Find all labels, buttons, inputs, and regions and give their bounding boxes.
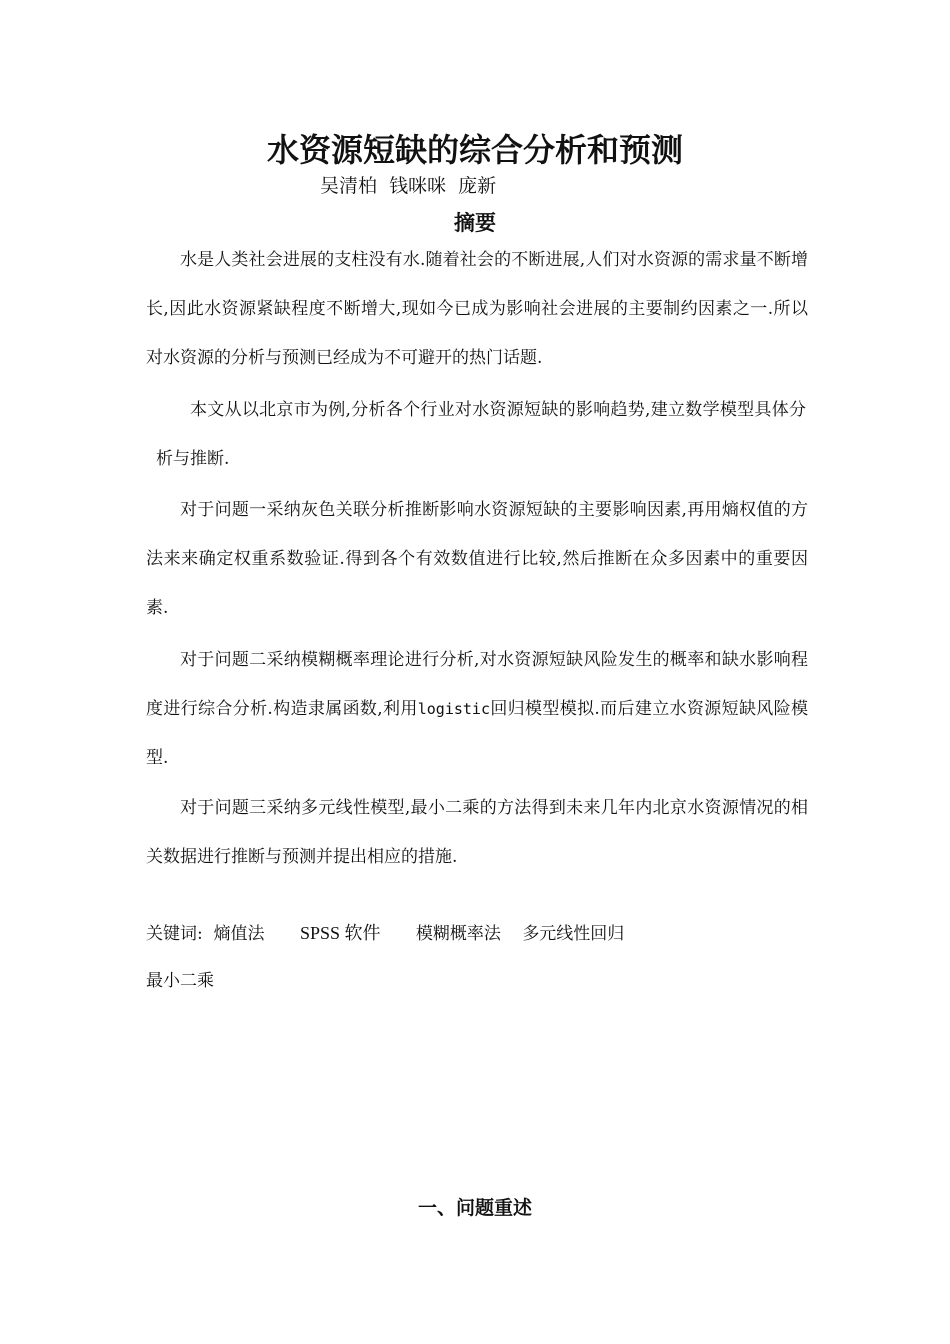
keyword-item: SPSS 软件 [299,923,381,943]
paragraph-text: 对于问题二采纳模糊概率理论进行分析,对水资源短缺风险发生的概率和缺水影响程度进行综合分析.构造隶属函数,利用 [146,650,808,719]
paragraph-text: 回归模型模拟.而后建立水资源短缺风险模型. [146,699,809,768]
abstract-paragraph-5: 对于问题三采纳多元线性模型,最小二乘的方法得到未来几年内北京水资源情况的相关数据进行推断与预测并提出相应的措施. [146,798,808,867]
keywords-separator: : [197,924,203,944]
abstract-paragraph-1: 水是人类社会进展的支柱没有水.随着社会的不断进展,人们对水资源的需求量不断增长,因此水资源紧缺程度不断增大,现如今已成为影响社会进展的主要制约因素之一.所以对水资源的分析与预测已经成为不可避开的热门话题. [146,250,808,368]
keyword-item: 熵值法 [213,924,265,944]
code-term: logistic [417,700,490,718]
author-list: 吴清柏 钱咪咪 庞新 [320,175,497,197]
section-heading: 一、问题重述 [417,1197,532,1219]
paper-title: 水资源短缺的综合分析和预测 [266,131,683,169]
abstract-paragraph-4 [146,636,808,783]
keyword-item: 模糊概率法 [415,924,501,944]
keyword-item: 多元线性回归 [522,924,625,944]
keyword-item: 最小二乘 [146,971,214,991]
abstract-paragraph-3: 对于问题一采纳灰色关联分析推断影响水资源短缺的主要影响因素,再用熵权值的方法来来确定权重系数验证.得到各个有效数值进行比较,然后推断在众多因素中的重要因素. [146,500,808,618]
keywords-label: 关键词 [146,924,197,944]
abstract-paragraph-2: 本文从以北京市为例,分析各个行业对水资源短缺的影响趋势,建立数学模型具体分析与推断. [156,400,806,469]
abstract-heading: 摘要 [454,211,496,235]
keywords-line [146,918,808,949]
